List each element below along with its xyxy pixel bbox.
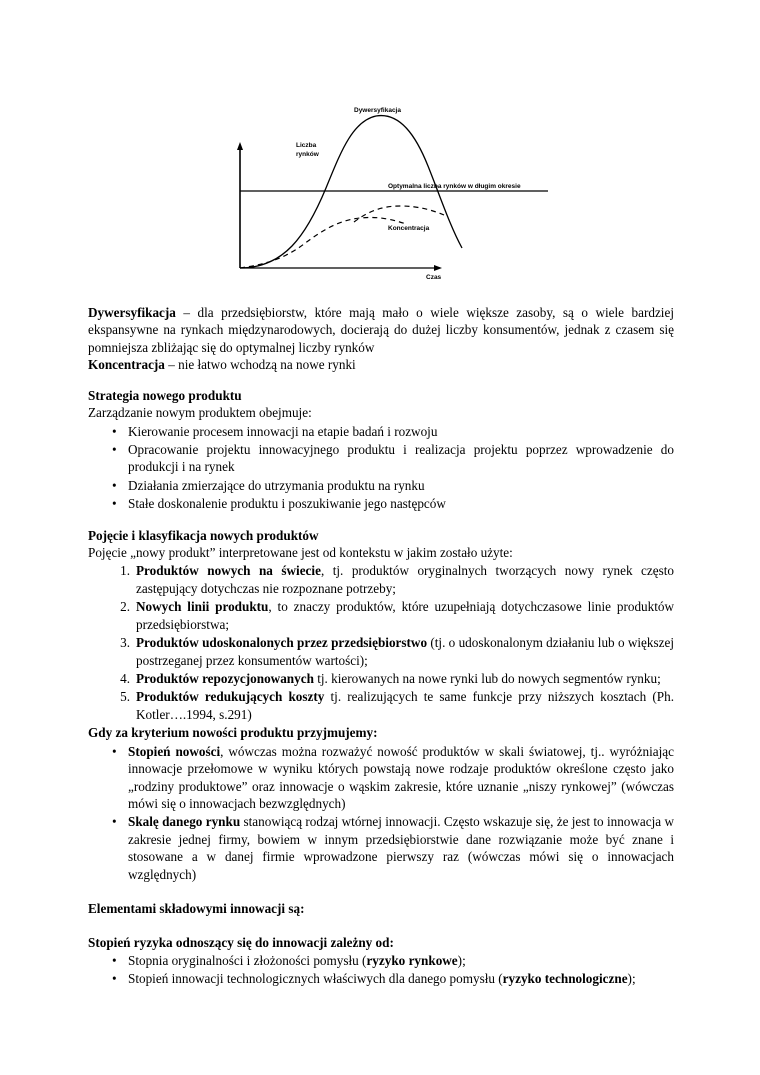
term-dywersyfikacja: Dywersyfikacja: [88, 305, 176, 320]
list-item-emphasis: ryzyko rynkowe: [366, 952, 458, 968]
list-nowe-produkty-numbered: [88, 562, 674, 723]
x-axis-arrowhead: [434, 265, 442, 271]
heading-pojecie-text: Pojęcie i klasyfikacja nowych produktów: [88, 527, 319, 543]
list-item-lead: Stopień nowości: [128, 743, 221, 759]
paragraph-dywersyfikacja: [88, 304, 674, 356]
list-item-lead: Produktów redukujących koszty: [136, 689, 325, 705]
paragraph-koncentracja: [88, 356, 674, 373]
diversification-label: Dywersyfikacja: [354, 107, 401, 114]
list-item: [88, 634, 674, 669]
list-item-text: Działania zmierzające do utrzymania produktu na rynku: [128, 477, 425, 493]
list-item: [88, 477, 674, 494]
list-item-text: Kierowanie procesem innowacji na etapie badań i rozwoju: [128, 423, 438, 439]
term-koncentracja: Koncentracja: [88, 357, 165, 373]
list-item: [88, 688, 674, 723]
list-item: [88, 670, 674, 687]
paragraph-koncentracja-text: – nie łatwo wchodzą na nowe rynki: [164, 357, 356, 373]
list-item-text: (tj. o udoskonalonym działaniu lub o większej postrzeganej przez konsumentów wartości);: [136, 635, 674, 668]
list-item-text-post: );: [627, 971, 636, 987]
list-item-lead: Nowych linii produktu: [136, 599, 269, 615]
list-item: [88, 598, 674, 633]
list-item-text: , wówczas można rozważyć nowość produktów w skali światowej, tj.. wyróżniając innowacje przełomowe w wyniku których powstają nowe rodzaje produktów określone często jako „rodziny produktowe” oraz innowacje o wąskim zakresie, które uznanie „niszy rynkowej” (wówczas mówi się o innowacjach bezwzględnych): [128, 743, 674, 811]
list-item-text: , tj. produktów oryginalnych tworzących nowy rynek często zastępujący dotychczas nie rozpoznane potrzeby;: [136, 563, 675, 596]
y-axis-label-line1: Liczba: [296, 142, 317, 149]
list-item: [88, 423, 674, 440]
concentration-curve-lower: [240, 217, 406, 268]
list-item: [88, 562, 674, 597]
list-item: [88, 970, 674, 987]
list-item-text: stanowiącą rodzaj wtórnej innowacji. Często wskazuje się, że jest to innowacja w zakresie jednej firmy, bowiem w innym przedsiębiorstwie dane rozwiązanie może być znane i stosowane a w danej firmie wprowadzone pierwszy raz (wówczas mówi się o innowacjach względnych): [128, 814, 674, 882]
list-item-number: 5.: [120, 689, 130, 705]
paragraph-dywersyfikacja-text: – dla przedsiębiorstw, które mają mało o wiele większe zasoby, są o wiele bardziej ekspansywne na rynkach międzynarodowych, docierają do dużej liczby konsumentów, jednak z czasem się pomniejsza zbliżając się do optymalnej liczby rynków: [88, 305, 674, 355]
list-zarzadzanie-bullets: [88, 423, 674, 513]
list-kryterium-bullets: [88, 743, 674, 883]
list-item: [88, 495, 674, 512]
paragraph-zarzadzanie: Zarządzanie nowym produktem obejmuje:: [88, 405, 312, 421]
list-item-text: Stopnia oryginalności i złożoności pomysłu (: [128, 952, 367, 968]
list-item-lead: Skalę danego rynku: [128, 814, 241, 830]
y-axis-arrowhead: [237, 142, 243, 150]
list-ryzyko-bullets: [88, 952, 674, 988]
heading-elementy-skladowe: [88, 900, 674, 917]
heading-pojecie-klasyfikacja: [88, 527, 674, 544]
heading-stopien-ryzyka: [88, 934, 674, 951]
list-item-text-post: );: [457, 952, 466, 968]
concentration-label: Koncentracja: [388, 225, 430, 232]
heading-strategia-text: Strategia nowego produktu: [88, 387, 242, 403]
concentration-curve-upper: [354, 206, 444, 222]
list-item-number: 3.: [120, 635, 130, 651]
heading-strategia-nowego-produktu: [88, 387, 674, 404]
y-axis-label-line2: rynków: [296, 151, 319, 158]
list-item-text: Stopień innowacji technologicznych właściwych dla danego pomysłu (: [128, 971, 503, 987]
list-item: [88, 952, 674, 969]
heading-kryterium-text: Gdy za kryterium nowości produktu przyjmujemy:: [88, 725, 378, 741]
list-item-number: 4.: [120, 671, 130, 687]
paragraph-pojecie-intro: Pojęcie „nowy produkt” interpretowane jest od kontekstu w jakim zostało użyte:: [88, 545, 513, 561]
heading-stopien-ryzyka-text: Stopień ryzyka odnoszący się do innowacji zależny od:: [88, 934, 394, 950]
list-item: [88, 441, 674, 476]
list-item-emphasis: ryzyko technologiczne: [502, 971, 628, 987]
list-item-lead: Produktów udoskonalonych przez przedsiębiorstwo: [136, 635, 428, 651]
heading-kryterium-nowosci: [88, 724, 674, 741]
list-item-lead: Produktów nowych na świecie: [136, 563, 321, 579]
heading-elementy-text: Elementami składowymi innowacji są:: [88, 901, 305, 917]
list-item-number: 2.: [120, 599, 130, 615]
optimal-level-label: Optymalna liczba rynków w długim okresie: [388, 183, 521, 190]
list-item-number: 1.: [120, 563, 130, 579]
document-content: [88, 0, 674, 989]
list-item-lead: Produktów repozycjonowanych: [136, 671, 314, 687]
list-item-text: , to znaczy produktów, które uzupełniają dotychczasowe linie produktów przedsiębiorstwa;: [136, 599, 675, 632]
diversification-curve: [240, 116, 462, 268]
list-item-text: Opracowanie projektu innowacyjnego produktu i realizacja projektu poprzez wprowadzenie do produkcji i na rynek: [128, 441, 674, 475]
list-item-text: Stałe doskonalenie produktu i poszukiwanie jego następców: [128, 496, 446, 512]
x-axis-label: Czas: [426, 274, 442, 281]
list-item: [88, 743, 674, 813]
list-item-text: tj. realizujących te same funkcje przy niższych kosztach (Ph. Kotler….1994, s.291): [136, 689, 674, 722]
list-item-text: tj. kierowanych na nowe rynki lub do nowych segmentów rynku;: [313, 671, 661, 687]
list-item: [88, 813, 674, 883]
diagram-figure: [88, 96, 674, 294]
